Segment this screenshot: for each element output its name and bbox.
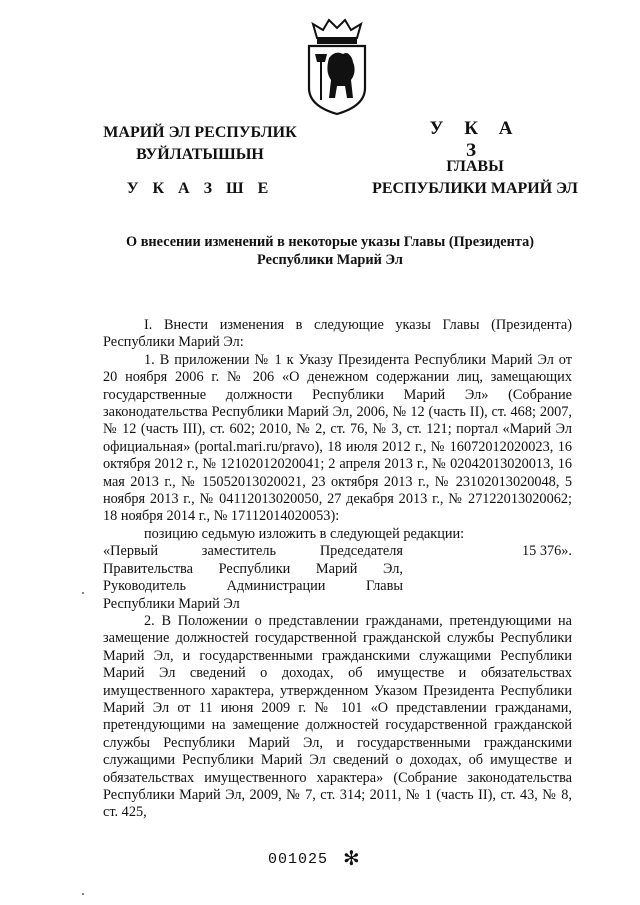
scan-speck — [82, 592, 84, 594]
header-left — [100, 122, 300, 200]
paragraph-4: 2. В Положении о представлении гражданами, претендующими на замещение должностей государственной гражданской службы Республики Марий Эл, и государственными гражданскими служащими Республики Марий Эл сведений о доходах, об имуществе и обязательствах имущественного характера, утвержденном Указом Президента Республики Марий Эл от 11 июня 2009 г. № 101 «О представлении гражданами, претендующими на замещение должностей государственной гражданской службы Республики Марий Эл, и государственными гражданскими служащими Республики Марий Эл сведений о доходах, об имуществе и обязательствах имущественного характера» (Собрание законодательства Республики Марий Эл, 2009, № 7, ст. 314; 2011, № 1 (часть II), ст. 43, № 8, ст. 425, — [103, 612, 572, 821]
quote-line-2: Правительства Республики Марий Эл, — [103, 560, 403, 577]
header-right — [355, 156, 595, 200]
document-title — [95, 233, 565, 269]
paragraph-3: позицию седьмую изложить в следующей редакции: — [144, 525, 465, 542]
header-right-line-2: РЕСПУБЛИКИ МАРИЙ ЭЛ — [372, 180, 578, 197]
quoted-position — [103, 543, 572, 613]
quote-line-3: Руководитель Администрации Главы — [103, 578, 403, 595]
quoted-position-value: 15 376». — [521, 543, 572, 560]
paragraph-1: I. Внести изменения в следующие указы Главы (Президента) Республики Марий Эл: — [103, 317, 572, 351]
header-left-line-3: У К А З Ш Е — [126, 180, 274, 197]
title-line-1: О внесении изменений в некоторые указы Главы (Президента) — [126, 234, 534, 250]
quoted-position-title — [103, 543, 403, 613]
serial-number: 001025 — [268, 851, 329, 868]
coat-of-arms-icon — [299, 18, 375, 118]
scan-speck — [82, 893, 84, 895]
star-mark: ✻ — [343, 848, 360, 870]
paragraph-2: 1. В приложении № 1 к Указу Президента Республики Марий Эл от 20 ноября 2006 г. № 206 «О денежном содержании лиц, замещающих государственные должности Республики Марий Эл» (Собрание законодательства Республики Марий Эл, 2006, № 12 (часть II), ст. 468; 2007, № 12 (часть III), ст. 602; 2010, № 2, ст. 76, № 3, ст. 121; портал «Марий Эл официальная» (portal.mari.ru/pravo), 18 июля 2012 г., № 16072012020023, 16 октября 2012 г., № 12102012020041; 2 апреля 2013 г., № 02042013020013, 16 мая 2013 г., № 15052013020021, 23 октября 2013 г., № 23102013020048, 5 ноября 2013 г., № 04112013020050, 27 декабря 2013 г., № 27122013020062; 18 ноября 2014 г., № 17112014020053): — [103, 351, 572, 525]
document-body — [103, 317, 572, 822]
quote-line-4: Республики Марий Эл — [103, 595, 240, 612]
quote-line-1: «Первый заместитель Председателя — [103, 543, 403, 560]
header-left-line-2: ВУЙЛАТЫШЫН — [136, 146, 264, 163]
header-right-line-1: ГЛАВЫ — [446, 158, 504, 175]
title-line-2: Республики Марий Эл — [257, 252, 403, 268]
header-left-line-1: МАРИЙ ЭЛ РЕСПУБЛИК — [103, 124, 297, 141]
header-right-title: У К А З — [429, 118, 521, 161]
